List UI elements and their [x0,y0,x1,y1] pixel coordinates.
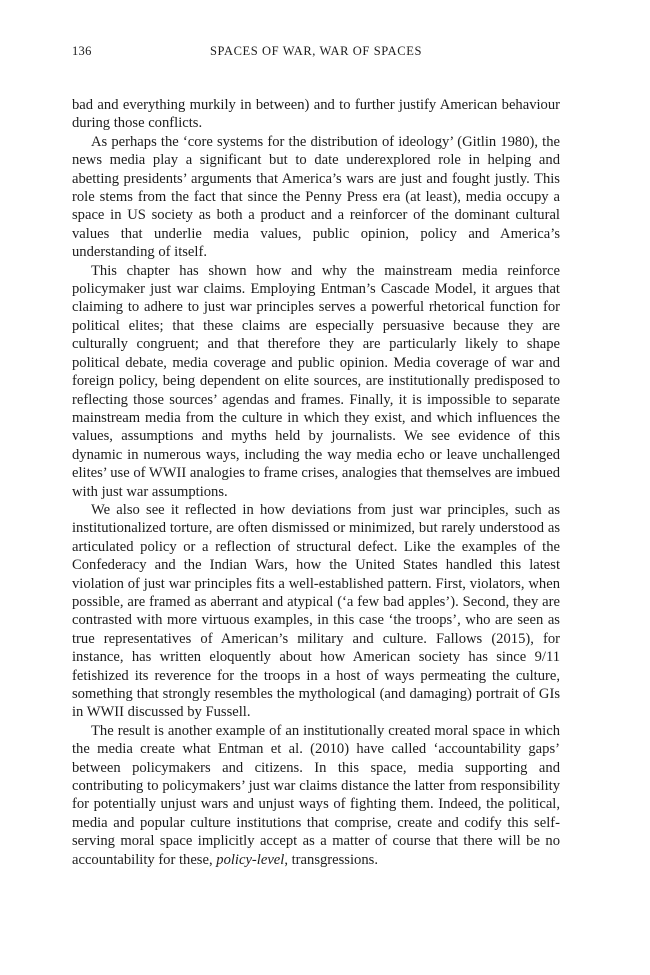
paragraph-moral-space-text: The result is another example of an institutionally created moral space in which the media create what Entman et al. (2010) have called ‘accountability gaps’ between policymakers and citizens. In this space, media supporting and contributing to policymakers’ just war claims distance the latter from responsibility for potentially unjust wars and unjust ways of fighting them. Indeed, the political, media and popular culture institutions that comprise, create and codify this self-serving moral space implicitly accept as a matter of course that there will be no accountability for these, [72,722,560,868]
running-head [72,44,560,64]
paragraph-continued: bad and everything murkily in between) and to further justify American behaviour during those conflicts. [72,97,560,132]
body-text [72,96,560,869]
running-title: SPACES OF WAR, WAR OF SPACES [209,44,423,58]
paragraph-chapter-summary: This chapter has shown how and why the mainstream media reinforce policymaker just war claims. Employing Entman’s Cascade Model, it argues that claiming to adhere to just war principles serves a powerful rhetorical function for political elites; that these claims are especially persuasive because they are culturally congruent; and that therefore they are particularly likely to shape political debate, media coverage and public opinion. Media coverage of war and foreign policy, being dependent on elite sources, are institutionally predisposed to reflecting those sources’ agendas and frames. Finally, it is impossible to separate mainstream media from the culture in which they exist, and which influences the values, assumptions and myths held by journalists. We see evidence of this dynamic in numerous ways, including the way media echo or leave unchallenged elites’ use of WWII analogies to frame crises, analogies that themselves are imbued with just war assumptions. [72,262,560,500]
page-number: 136 [72,44,92,58]
paragraph-moral-space-end: , transgressions. [284,851,378,868]
paragraph-deviations: We also see it reflected in how deviations from just war principles, such as institutionalized torture, are often dismissed or minimized, but rarely understood as articulated policy or a reflection of structural defect. Like the examples of the Confederacy and the Indian Wars, how the United States handled this latest violation of just war principles fits a well-established pattern. First, violators, when possible, are framed as aberrant and atypical (‘a few bad apples’). Second, they are contrasted with more virtuous examples, in this case ‘the troops’, who are seen as true representatives of American’s military and culture. Fallows (2015), for instance, has written eloquently about how American society has since 9/11 fetishized its reverence for the troops in a host of ways permeating the culture, something that strongly resembles the mythological (and damaging) portrait of GIs in WWII discussed by Fussell. [72,501,560,721]
paragraph-moral-space [72,722,560,869]
paragraph-core-systems: As perhaps the ‘core systems for the distribution of ideology’ (Gitlin 1980), the news media play a significant but to date underexplored role in helping and abetting presidents’ arguments that America’s wars are just and fought justly. This role stems from the fact that since the Penny Press era (at least), media occupy a space in US society as both a product and a reinforcer of the dominant cultural values that underlie media values, public opinion, policy and America’s understanding of itself. [72,133,560,261]
emphasis-policy-level: policy-level [216,851,285,868]
